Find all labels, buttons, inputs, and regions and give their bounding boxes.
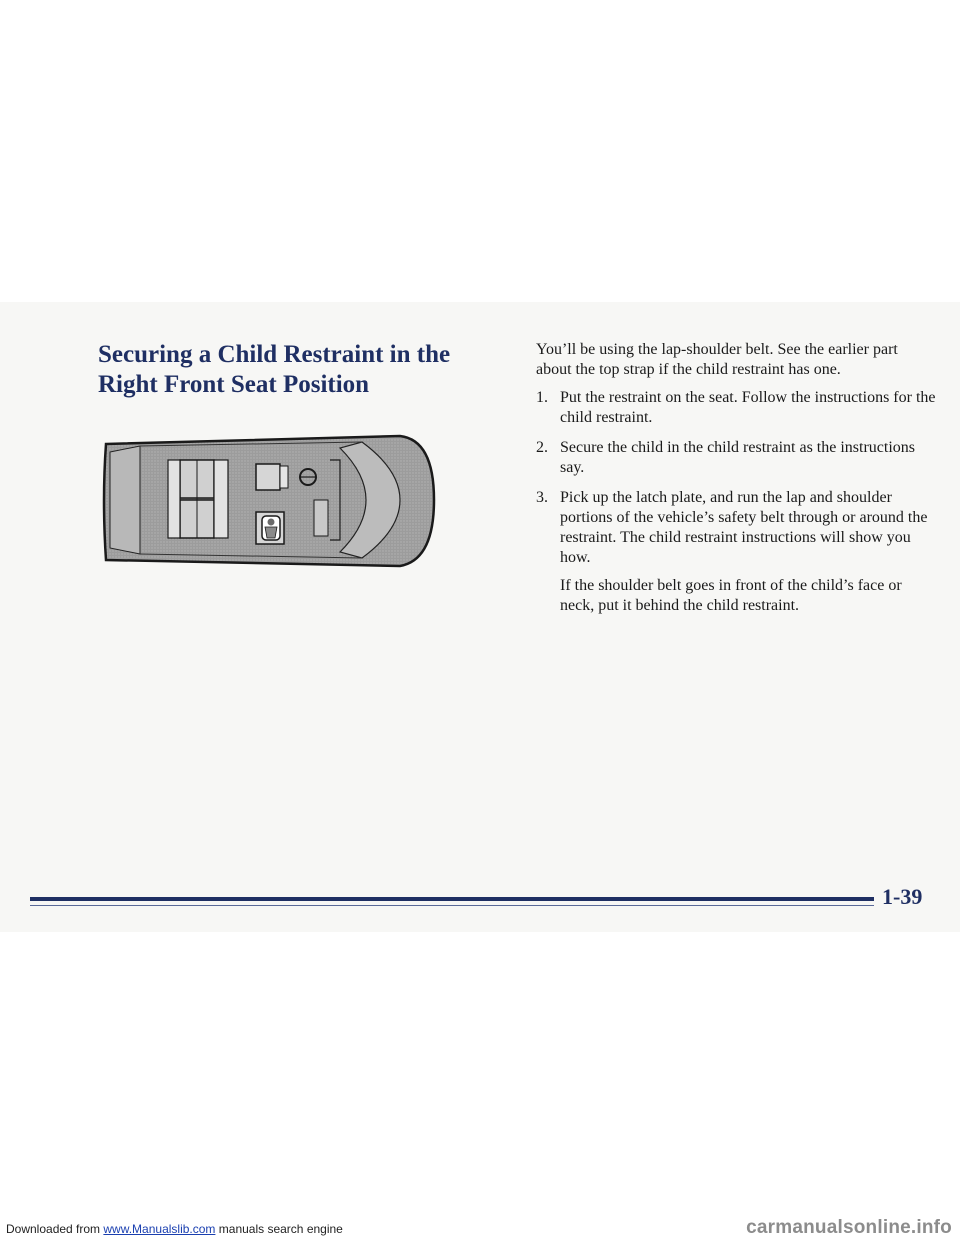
watermark-text: carmanualsonline.info xyxy=(746,1217,952,1238)
step-text: Secure the child in the child restraint as the instructions say. xyxy=(560,439,916,476)
footer-suffix: manuals search engine xyxy=(215,1222,343,1236)
step-number: 3. xyxy=(536,489,548,506)
footer-rule-thick xyxy=(30,897,874,901)
download-footer xyxy=(6,1222,343,1236)
heading-line-1: Securing a Child Restraint in the xyxy=(98,341,451,368)
step-item xyxy=(536,438,936,478)
intro-paragraph: You’ll be using the lap-shoulder belt. See the earlier part about the top strap if the child restraint has one. xyxy=(536,341,898,378)
step-number: 2. xyxy=(536,439,548,456)
heading-line-2: Right Front Seat Position xyxy=(98,371,370,398)
note-paragraph: If the shoulder belt goes in front of the child’s face or neck, put it behind the child restraint. xyxy=(560,577,902,614)
page-number: 1-39 xyxy=(882,884,923,909)
step-number: 1. xyxy=(536,389,548,406)
footer-prefix: Downloaded from xyxy=(6,1222,104,1236)
step-item xyxy=(536,388,936,428)
instructions-column xyxy=(536,340,936,616)
footer-rule-thin xyxy=(30,905,874,906)
step-text: Pick up the latch plate, and run the lap and shoulder portions of the vehicle’s safety belt through or around the restraint. The child restraint instructions will show you how. xyxy=(560,489,928,566)
steps-list xyxy=(536,388,936,568)
section-heading xyxy=(98,340,458,400)
step-text: Put the restraint on the seat. Follow the instructions for the child restraint. xyxy=(560,389,936,426)
manualslib-link[interactable]: www.Manualslib.com xyxy=(103,1222,216,1236)
vehicle-top-view-diagram xyxy=(100,430,438,570)
step-item xyxy=(536,488,936,568)
